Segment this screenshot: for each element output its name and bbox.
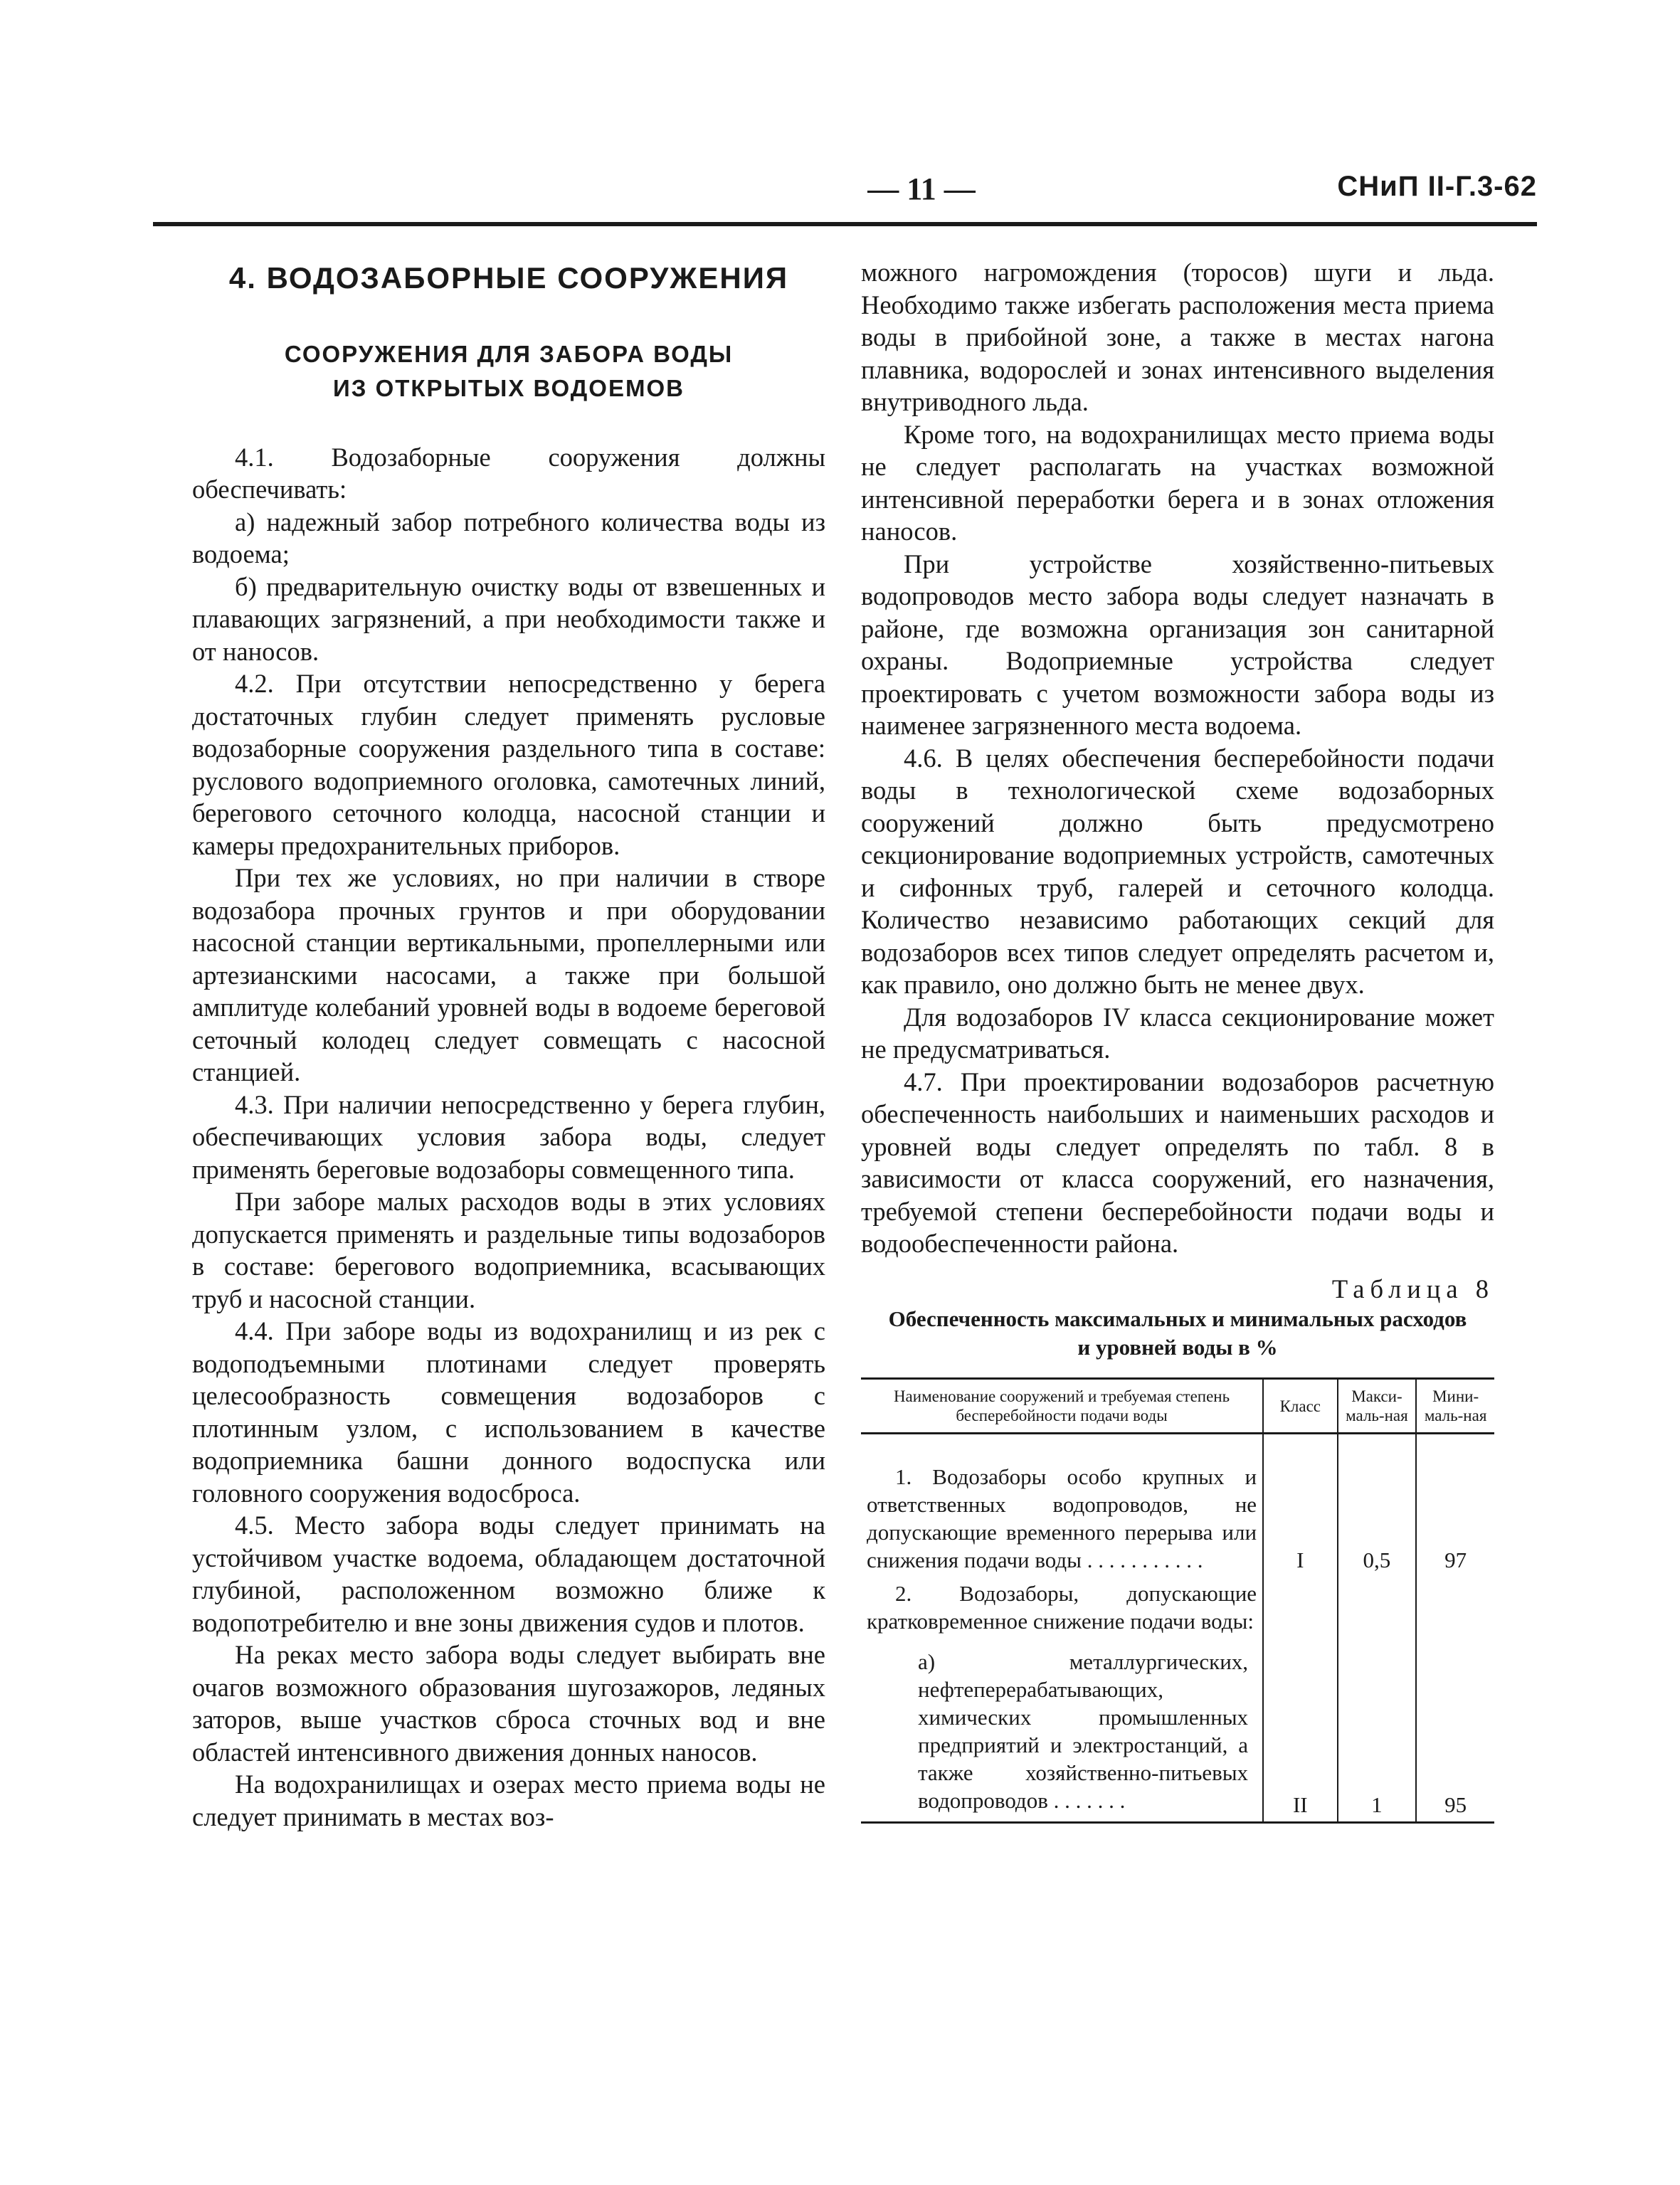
header-rule bbox=[153, 222, 1537, 226]
section-heading: 4. ВОДОЗАБОРНЫЕ СООРУЖЕНИЯ bbox=[228, 261, 789, 295]
row-name: 2. Водозаборы, допускающие кратковременное снижение подачи воды: bbox=[867, 1581, 1257, 1634]
row-class: II bbox=[1263, 1638, 1337, 1823]
header-min: Мини-маль-ная bbox=[1416, 1379, 1494, 1434]
table-title-line-2: и уровней воды в % bbox=[1077, 1335, 1278, 1360]
table-title bbox=[861, 1305, 1494, 1362]
paragraph-4-4: 4.4. При заборе воды из водохранилищ и из рек с водоподъемными плотинами следует проверять целесообразность совмещения водозаборов с плотинным узлом, с использованием в качестве водоприемника башни донного водоспуска или головного сооружения водосброса. bbox=[192, 1316, 825, 1508]
header-class: Класс bbox=[1263, 1379, 1337, 1434]
row-max: 1 bbox=[1338, 1638, 1417, 1823]
row-name: а) металлургических, нефтеперерабатывающих, химических промышленных предприятий и электростанций, а также хозяйственно-питьевых водопроводов . . . . . . . bbox=[861, 1638, 1263, 1823]
table-label: Таблица 8 bbox=[1331, 1274, 1494, 1303]
table-row bbox=[861, 1434, 1494, 1577]
paragraph-4-6: 4.6. В целях обеспечения бесперебойности подачи воды в технологической схеме водозаборных сооружений должно быть предусмотрено секционирование водоприемных устройств, самотечных и сифонных труб, галерей и сеточного колодца. Количество независимо работающих секций для водозаборов всех типов следует определять расчетом и, как правило, оно должно быть не менее двух. bbox=[861, 743, 1494, 999]
document-code: СНиП II-Г.3-62 bbox=[1337, 171, 1537, 202]
paragraph: можного нагромождения (торосов) шуги и льда. Необходимо также избегать расположения места приема воды в прибойной зоне, а также в местах нагона плавника, водорослей и зонах интенсивного выделения внутриводного льда. bbox=[861, 258, 1494, 416]
paragraph-4-1-b: б) предварительную очистку воды от взвешенных и плавающих загрязнений, а при необходимости также и от наносов. bbox=[192, 571, 825, 666]
page-number: — 11 — bbox=[867, 171, 976, 206]
paragraph: Для водозаборов IV класса секционирование может не предусматриваться. bbox=[861, 1002, 1494, 1064]
row-name: 1. Водозаборы особо крупных и ответственных водопроводов, не допускающие временного перерыва или снижения подачи воды . . . . . . . . . . . bbox=[867, 1464, 1257, 1572]
table-row bbox=[861, 1577, 1494, 1638]
paragraph-4-3: 4.3. При наличии непосредственно у берега глубин, обеспечивающих условия забора воды, следует применять береговые водозаборы совмещенного типа. bbox=[192, 1089, 825, 1184]
data-table bbox=[861, 1377, 1494, 1824]
paragraph-4-7: 4.7. При проектировании водозаборов расчетную обеспеченность наибольших и наименьших расходов и уровней воды следует определять по табл. 8 в зависимости от класса сооружений, его назначения, требуемой степени бесперебойности подачи воды и водообеспеченности района. bbox=[861, 1067, 1494, 1258]
paragraph: При устройстве хозяйственно-питьевых водопроводов место забора воды следует назначать в районе, где возможна организация зон санитарной охраны. Водоприемные устройства следует проектировать с учетом возможности забора воды из наименее загрязненного места водоема. bbox=[861, 549, 1494, 740]
paragraph: Кроме того, на водохранилищах место приема воды не следует располагать на участках возможной интенсивной переработки берега и в зонах отложения наносов. bbox=[861, 419, 1494, 546]
subheading-line-2: ИЗ ОТКРЫТЫХ ВОДОЕМОВ bbox=[333, 374, 685, 401]
paragraph-4-1-a: а) надежный забор потребного количества воды из водоема; bbox=[192, 507, 825, 568]
paragraph: При тех же условиях, но при наличии в створе водозабора прочных грунтов и при оборудовании насосной станции вертикальными, пропеллерными или артезианскими насосами, а также при большой амплитуде колебаний уровней воды в водоеме береговой сеточный колодец следует совмещать с насосной станцией. bbox=[192, 863, 825, 1086]
paragraph-4-2: 4.2. При отсутствии непосредственно у берега достаточных глубин следует применять русловые водозаборные сооружения раздельного типа в составе: руслового водоприемного оголовка, самотечных линий, берегового сеточного колодца, насосной станции и камеры предохранительных приборов. bbox=[192, 669, 825, 860]
table-title-line-1: Обеспеченность максимальных и минимальных расходов bbox=[888, 1306, 1467, 1331]
table-header-row bbox=[861, 1379, 1494, 1434]
paragraph-4-5: 4.5. Место забора воды следует принимать на устойчивом участке водоема, обладающем достаточной глубиной, расположенном возможно ближе к водопотребителю и вне зоны движения судов и плотов. bbox=[192, 1511, 825, 1637]
header-name: Наименование сооружений и требуемая степень бесперебойности подачи воды bbox=[861, 1379, 1263, 1434]
paragraph: При заборе малых расходов воды в этих условиях допускается применять и раздельные типы водозаборов в составе: берегового водоприемника, всасывающих труб и насосной станции. bbox=[192, 1187, 825, 1313]
subheading-line-1: СООРУЖЕНИЯ ДЛЯ ЗАБОРА ВОДЫ bbox=[284, 340, 734, 367]
page-header bbox=[153, 171, 1537, 213]
paragraph: На реках место забора воды следует выбирать вне очагов возможного образования шугозажоров, ледяных заторов, выше участков сброса сточных вод и вне областей интенсивного движения донных наносов. bbox=[192, 1640, 825, 1767]
header-max: Макси-маль-ная bbox=[1338, 1379, 1417, 1434]
row-min: 97 bbox=[1416, 1434, 1494, 1577]
row-min: 95 bbox=[1416, 1638, 1494, 1823]
paragraph-4-1: 4.1. Водозаборные сооружения должны обеспечивать: bbox=[192, 442, 825, 504]
table-row bbox=[861, 1638, 1494, 1823]
row-max: 0,5 bbox=[1338, 1434, 1417, 1577]
paragraph: На водохранилищах и озерах место приема воды не следует принимать в местах воз- bbox=[192, 1769, 825, 1831]
subsection-heading bbox=[192, 337, 825, 406]
left-column bbox=[192, 256, 825, 1833]
right-column bbox=[861, 256, 1494, 1824]
row-class: I bbox=[1263, 1434, 1337, 1577]
